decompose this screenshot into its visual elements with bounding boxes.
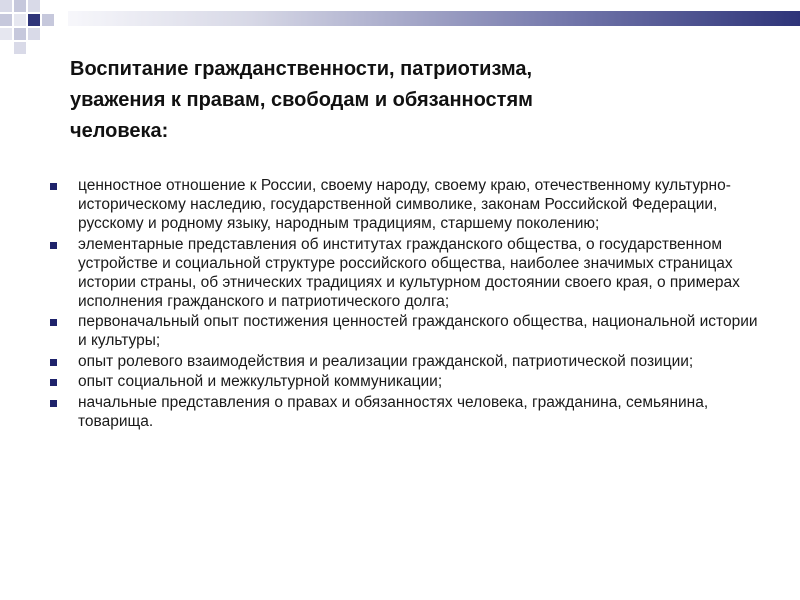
bullet-item: [50, 312, 760, 350]
bullet-text: опыт социальной и межкультурной коммуникации;: [78, 373, 443, 390]
decor-square: [28, 28, 40, 40]
decor-square: [0, 0, 12, 12]
bullet-item: [50, 352, 760, 371]
bullet-list: [50, 176, 760, 432]
decor-square: [14, 0, 26, 12]
bullet-item: [50, 393, 760, 431]
square-bullet-icon: [50, 379, 57, 386]
square-bullet-icon: [50, 400, 57, 407]
decor-square: [14, 28, 26, 40]
decor-square: [42, 14, 54, 26]
bullet-text: первоначальный опыт постижения ценностей гражданского общества, национальной истории и культуры;: [78, 313, 758, 349]
decor-square: [14, 42, 26, 54]
square-bullet-icon: [50, 359, 57, 366]
bullet-text: элементарные представления об институтах гражданского общества, о государственном устройстве и социальной структуре российского общества, наиболее значимых страницах истории страны, об этнических традициях и культурном достоянии своего края, о примерах исполнения гражданского и патриотического долга;: [78, 235, 740, 310]
bullet-text: ценностное отношение к России, своему народу, своему краю, отечественному культурно-историческому наследию, государственной символике, законам Российской Федерации, русскому и родному языку, народным традициям, старшему поколению;: [78, 177, 731, 232]
decor-square: [14, 14, 26, 26]
decor-square: [28, 0, 40, 12]
bullet-text: опыт ролевого взаимодействия и реализации гражданской, патриотической позиции;: [78, 352, 694, 370]
decor-square: [0, 14, 12, 26]
square-bullet-icon: [50, 242, 57, 249]
bullet-item: [50, 235, 760, 311]
decor-square: [0, 28, 12, 40]
decor-square: [28, 14, 40, 26]
bullet-item: [50, 176, 760, 233]
slide-title: Воспитание гражданственности, патриотизма, уважения к правам, свободам и обязанностям человека:: [70, 58, 533, 142]
bullet-text: начальные представления о правах и обязанностях человека, гражданина, семьянина, товарища.: [78, 393, 709, 430]
bullet-item: [50, 372, 760, 391]
corner-decoration: [0, 0, 70, 60]
square-bullet-icon: [50, 183, 57, 190]
square-bullet-icon: [50, 319, 57, 326]
header-gradient-band: [68, 11, 800, 26]
